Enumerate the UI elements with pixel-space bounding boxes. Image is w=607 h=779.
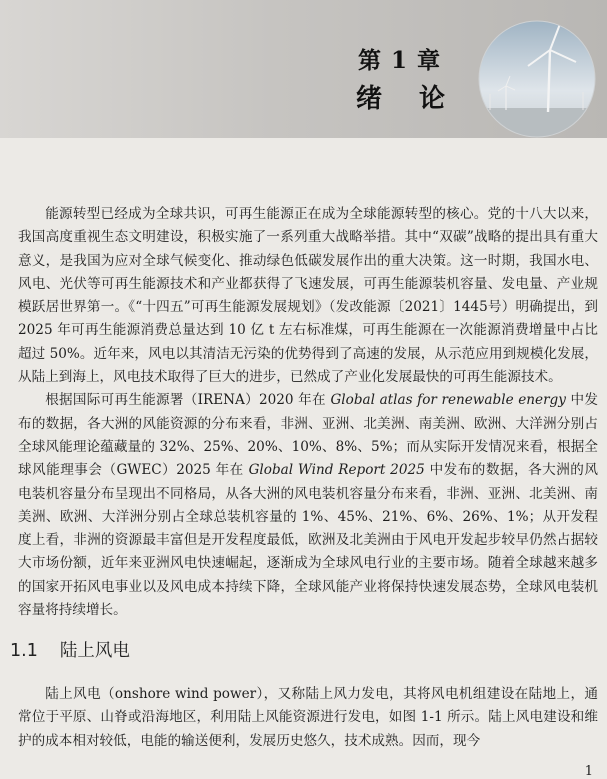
paragraph-text: 中发布的数据，各大洲的风能资源的分布来看，非洲、亚洲、北美洲、南美洲、欧洲、大洋洲分别占全球风能理论蕴藏量的 32%、25%、20%、10%、8%、5%；而从实际开发情况来看，根据全球风能理事会（GWEC）2025 年在: [18, 392, 598, 479]
section-number: 1.1: [10, 641, 38, 661]
section-heading: [10, 637, 130, 662]
paragraph-energy-transition: 能源转型已经成为全球共识，可再生能源正在成为全球能源转型的核心。党的十八大以来，我国高度重视生态文明建设，积极实施了一系列重大战略举措。其中“双碳”战略的提出具有重大意义，是我国为应对全球气候变化、推动绿色低碳发展作出的重大决策。这一时期，我国水电、风电、光伏等可再生能源技术和产业都获得了飞速发展，可再生能源装机容量、发电量、产业规模跃居世界第一。《“十四五”可再生能源发展规划》（发改能源〔2021〕1445号）明确提出，到 2025 年可再生能源消费总量达到 10 亿 t 左右标准煤，可再生能源在一次能源消费增量中占比超过 50%。近年来，风电以其清洁无污染的优势得到了高速的发展，从示范应用到规模化发展，从陆上到海上，风电技术取得了巨大的进步，已然成了产业化发展最快的可再生能源技术。: [18, 206, 598, 386]
report-title-irena: Global atlas for renewable energy: [330, 392, 566, 409]
wind-turbine-photo: [478, 20, 596, 138]
paragraph-onshore-wind: 陆上风电（onshore wind power），又称陆上风力发电，其将风电机组建设在陆地上，通常位于平原、山脊或沿海地区，利用陆上风能资源进行发电，如图 1-1 所示。陆上风电建设和维护的成本相对较低，电能的输送便利，发展历史悠久，技术成熟。因而，现今: [18, 686, 598, 749]
paragraph-text: 根据国际可再生能源署（IRENA）2020 年在: [45, 392, 331, 409]
chapter-title: 绪 论: [356, 84, 460, 114]
section-title: 陆上风电: [59, 641, 130, 661]
paragraph-wind-resources: [18, 389, 598, 622]
page-number: 1: [584, 764, 593, 779]
paragraph-text: 中发布的数据，各大洲的风电装机容量分布呈现出不同格局，从各大洲的风电装机容量分布来看，非洲、亚洲、北美洲、南美洲、欧洲、大洋洲分别占全球总装机容量的 1%、45%、21%、6%、26%、1%；从开发程度上看，非洲的资源最丰富但是开发程度最低，欧洲及北美洲由于风电开发起步较早仍然占据较大市场份额，近年来亚洲风电快速崛起，逐渐成为全球风电行业的主要市场。随着全球越来越多的国家开拓风电事业以及风电成本持续下降，全球风能产业将保持快速发展态势，全球风电装机容量将持续增长。: [18, 462, 598, 619]
chapter-number: 第 1 章: [358, 47, 442, 74]
section-text: [18, 683, 598, 753]
report-title-gwec: Global Wind Report 2025: [248, 462, 425, 479]
intro-text: [18, 203, 598, 622]
